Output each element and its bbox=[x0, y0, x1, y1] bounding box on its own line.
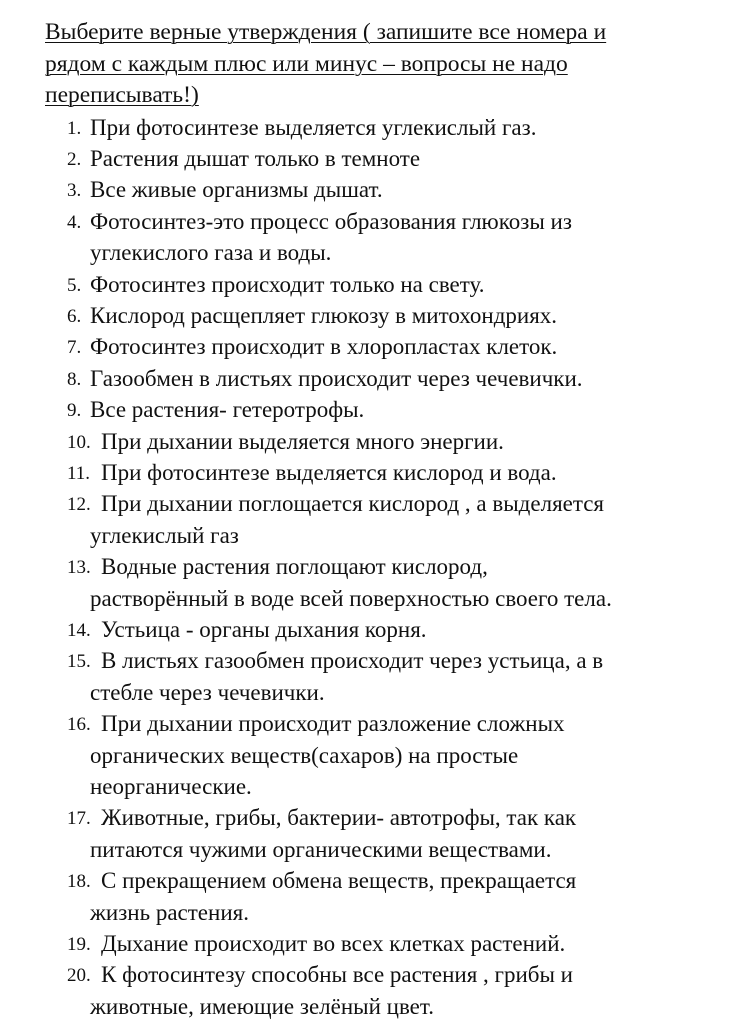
statement-text bbox=[0, 551, 749, 614]
statement-line: углекислый газ bbox=[90, 522, 239, 548]
statement-number: 16. bbox=[67, 714, 91, 736]
statement-number: 17. bbox=[67, 808, 91, 830]
statement-line: При дыхании выделяется много энергии. bbox=[101, 428, 504, 454]
statement-line: Фотосинтез происходит в хлоропластах клеток. bbox=[90, 334, 558, 360]
statement-list bbox=[0, 112, 749, 1023]
statement-item bbox=[0, 488, 749, 551]
statement-line: Фотосинтез происходит только на свету. bbox=[90, 271, 485, 297]
statement-text bbox=[0, 174, 749, 205]
statement-number: 9. bbox=[67, 400, 82, 422]
statement-number: 6. bbox=[67, 305, 82, 327]
statement-line: При фотосинтезе выделяется углекислый газ. bbox=[90, 114, 537, 140]
statement-item bbox=[0, 112, 749, 143]
statement-item bbox=[0, 959, 749, 1022]
statement-line: Газообмен в листьях происходит через чечевички. bbox=[90, 365, 583, 391]
statement-item bbox=[0, 802, 749, 865]
statement-number: 4. bbox=[67, 211, 82, 233]
statement-line: Животные, грибы, бактерии- автотрофы, так как bbox=[101, 805, 577, 831]
statement-text bbox=[0, 206, 749, 269]
statement-number: 13. bbox=[67, 557, 91, 579]
statement-text bbox=[0, 928, 749, 959]
statement-item bbox=[0, 206, 749, 269]
statement-line: С прекращением обмена веществ, прекращается bbox=[101, 868, 577, 894]
statement-number: 3. bbox=[67, 180, 82, 202]
statement-item bbox=[0, 614, 749, 645]
statement-line: При дыхании происходит разложение сложных bbox=[101, 711, 565, 737]
statement-line: Все растения- гетеротрофы. bbox=[90, 397, 365, 423]
statement-line: Растения дышат только в темноте bbox=[90, 145, 421, 171]
statement-number: 19. bbox=[67, 934, 91, 956]
statement-text bbox=[0, 394, 749, 425]
statement-item bbox=[0, 928, 749, 959]
statement-number: 15. bbox=[67, 651, 91, 673]
statement-text bbox=[0, 488, 749, 551]
statement-item bbox=[0, 331, 749, 362]
statement-item bbox=[0, 426, 749, 457]
statement-number: 8. bbox=[67, 368, 82, 390]
statement-number: 14. bbox=[67, 620, 91, 641]
statement-item bbox=[0, 551, 749, 614]
statement-text bbox=[0, 865, 749, 928]
statement-item bbox=[0, 865, 749, 928]
statement-text bbox=[0, 802, 749, 865]
statement-text bbox=[0, 331, 749, 362]
statement-number: 20. bbox=[67, 965, 91, 987]
statement-text bbox=[0, 708, 749, 802]
statement-number: 7. bbox=[67, 337, 82, 359]
statement-text bbox=[0, 143, 749, 174]
statement-number: 11. bbox=[67, 462, 91, 484]
instructions-line: Выберите верные утверждения ( запишите все номера и bbox=[45, 19, 607, 45]
statement-text bbox=[0, 269, 749, 300]
statement-number: 18. bbox=[67, 871, 91, 893]
statement-text bbox=[0, 959, 749, 1022]
statement-text bbox=[0, 426, 749, 457]
statement-line: Фотосинтез-это процесс образования глюкозы из bbox=[90, 208, 572, 234]
statement-text bbox=[0, 457, 749, 488]
statement-line: питаются чужими органическими веществами. bbox=[90, 836, 552, 862]
statement-item bbox=[0, 269, 749, 300]
statement-line: Кислород расщепляет глюкозу в митохондриях. bbox=[90, 302, 558, 328]
statement-line: При фотосинтезе выделяется кислород и вода. bbox=[101, 459, 557, 485]
statement-number: 12. bbox=[67, 494, 91, 516]
statement-text bbox=[0, 614, 749, 645]
statement-item bbox=[0, 394, 749, 425]
instructions-line: рядом с каждым плюс или минус – вопросы не надо bbox=[45, 50, 568, 77]
statement-line: Все живые организмы дышат. bbox=[90, 177, 383, 203]
statement-item bbox=[0, 363, 749, 394]
statement-item bbox=[0, 174, 749, 205]
statement-line: В листьях газообмен происходит через устьица, а в bbox=[101, 648, 604, 674]
statement-item bbox=[0, 300, 749, 331]
statement-item bbox=[0, 645, 749, 708]
statement-line: К фотосинтезу способны все растения , грибы и bbox=[101, 962, 573, 988]
statement-line: Устьица - органы дыхания корня. bbox=[101, 617, 427, 642]
statement-text bbox=[0, 363, 749, 394]
statement-item bbox=[0, 143, 749, 174]
statement-line: неорганические. bbox=[90, 774, 252, 800]
statement-text bbox=[0, 300, 749, 331]
statement-line: Дыхание происходит во всех клетках растений. bbox=[101, 931, 566, 957]
instructions-heading bbox=[45, 17, 705, 112]
statement-text bbox=[0, 645, 749, 708]
statement-item bbox=[0, 708, 749, 802]
statement-number: 1. bbox=[67, 117, 82, 139]
statement-number: 10. bbox=[67, 431, 91, 453]
statement-line: стебле через чечевички. bbox=[90, 679, 325, 705]
statement-line: растворённый в воде всей поверхностью своего тела. bbox=[90, 585, 612, 611]
statement-line: При дыхании поглощается кислород , а выделяется bbox=[101, 491, 604, 517]
statement-line: животные, имеющие зелёный цвет. bbox=[90, 993, 434, 1019]
statement-number: 5. bbox=[67, 274, 82, 296]
statement-number: 2. bbox=[67, 148, 82, 170]
statement-line: Водные растения поглощают кислород, bbox=[101, 554, 488, 580]
instructions-line: переписывать!) bbox=[45, 82, 199, 108]
statement-line: жизнь растения. bbox=[90, 899, 249, 925]
statement-text bbox=[0, 112, 749, 143]
statement-line: органических веществ(сахаров) на простые bbox=[90, 742, 519, 768]
statement-item bbox=[0, 457, 749, 488]
statement-line: углекислого газа и воды. bbox=[90, 240, 332, 266]
